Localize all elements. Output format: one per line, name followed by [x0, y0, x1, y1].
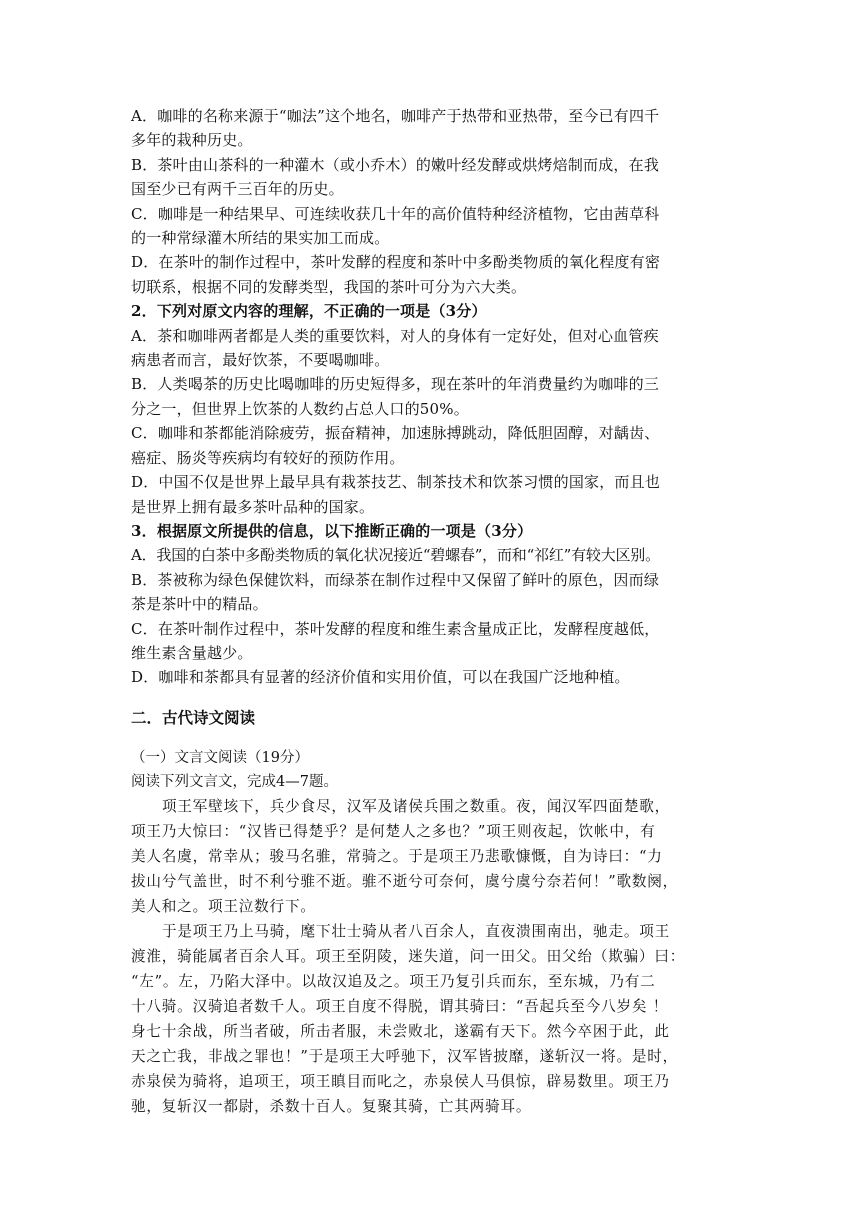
text-line: B．茶被称为绿色保健饮料，而绿茶在制作过程中又保留了鲜叶的原色，因而绿: [131, 570, 660, 589]
section-2-subtitle: （一）文言文阅读（19分）: [131, 749, 309, 766]
q3-option-a: [131, 543, 735, 567]
text-line: 赤泉侯为骑将，追项王，项王瞋目而叱之，赤泉侯人马俱惊，辟易数里。项王乃: [131, 1072, 670, 1090]
passage-paragraph-2: [131, 919, 735, 1119]
text-line: D．在茶叶的制作过程中，茶叶发酵的程度和茶叶中多酚类物质的氧化程度有密: [131, 253, 661, 272]
text-line: 项王军壁垓下，兵少食尽，汉军及诸侯兵围之数重。夜，闻汉军四面楚歌，: [162, 797, 670, 815]
text-line: 维生素含量越少。: [131, 643, 253, 662]
section-2: [131, 706, 735, 794]
text-line: 拔山兮气盖世，时不利兮骓不逝。骓不逝兮可奈何，虞兮虞兮奈若何！”歌数阕，: [131, 872, 679, 890]
q2-option-b: [131, 372, 735, 421]
question-3-title: 3．根据原文所提供的信息，以下推断正确的一项是（3分）: [131, 521, 533, 540]
text-line: 十八骑。汉骑追者数千人。项王自度不得脱，谓其骑曰：“吾起兵至今八岁矣 ！: [131, 997, 669, 1015]
text-line: 国至少已有两千三百年的历史。: [131, 180, 344, 199]
q1-option-a: [131, 104, 735, 153]
q1-option-c: [131, 202, 735, 251]
text-line: A．咖啡的名称来源于“咖法”这个地名，咖啡产于热带和亚热带，至今已有四千: [131, 107, 660, 125]
section-2-instruction: 阅读下列文言文，完成4—7题。: [131, 773, 338, 790]
passage-paragraph-1: [131, 794, 735, 919]
text-line: 是世界上拥有最多茶叶品种的国家。: [131, 497, 375, 516]
question-1-options: [131, 104, 735, 299]
q3-option-d: [131, 665, 735, 689]
text-line: C．在茶叶制作过程中，茶叶发酵的程度和维生素含量成正比，发酵程度越低，: [131, 619, 660, 638]
text-line: 多年的栽种历史。: [131, 131, 253, 150]
q1-option-d: [131, 250, 735, 299]
text-line: “左”。左，乃陷大泽中。以故汉追及之。项王乃复引兵而东，至东城，乃有二: [131, 972, 656, 990]
text-line: B．人类喝茶的历史比喝咖啡的历史短得多，现在茶叶的年消费量约为咖啡的三: [131, 375, 660, 394]
question-2-title: 2．下列对原文内容的理解，不正确的一项是（3分）: [131, 302, 487, 321]
q3-option-c: [131, 617, 735, 666]
question-3: [131, 519, 735, 690]
text-line: 天之亡我，非战之罪也！”于是项王大呼驰下，汉军皆披靡，遂斩汉一将。是时，: [131, 1047, 679, 1065]
text-line: 身七十余战，所当者破，所击者服，未尝败北，遂霸有天下。然今卒困于此，此: [131, 1022, 670, 1040]
q2-option-a: [131, 324, 735, 373]
text-line: 茶是茶叶中的精品。: [131, 595, 268, 614]
text-line: D．咖啡和茶都具有显著的经济价值和实用价值，可以在我国广泛地种植。: [131, 668, 630, 687]
text-line: A．我国的白茶中多酚类物质的氧化状况接近“碧螺春”，而和“祁红”有较大区别。: [131, 546, 660, 565]
q3-option-b: [131, 568, 735, 617]
text-line: 项王乃大惊曰：“汉皆已得楚乎？是何楚人之多也？”项王则夜起，饮帐中，有: [131, 822, 656, 840]
q1-option-b: [131, 153, 735, 202]
exam-page: [131, 104, 735, 1119]
text-line: 病患者而言，最好饮茶，不要喝咖啡。: [131, 351, 390, 370]
classical-passage: [131, 794, 735, 1119]
text-line: D．中国不仅是世界上最早具有栽茶技艺、制茶技术和饮茶习惯的国家，而且也: [131, 473, 661, 492]
text-line: 驰，复斩汉一都尉，杀数十百人。复聚其骑，亡其两骑耳。: [131, 1097, 532, 1115]
text-line: 渡淮，骑能属者百余人耳。项王至阴陵，迷失道，问一田父。田父绐（欺骗）曰：: [131, 947, 686, 965]
section-2-title: 二．古代诗文阅读: [131, 707, 256, 727]
text-line: 的一种常绿灌木所结的果实加工而成。: [131, 229, 390, 248]
text-line: 癌症、肠炎等疾病均有较好的预防作用。: [131, 448, 405, 467]
question-2: [131, 299, 735, 519]
text-line: C．咖啡和茶都能消除疲劳，振奋精神，加速脉搏跳动，降低胆固醇，对龋齿、: [131, 424, 660, 443]
text-line: 美人名虞，常幸从；骏马名骓，常骑之。于是项王乃悲歌慷慨，自为诗曰：“力: [131, 847, 663, 865]
q2-option-c: [131, 421, 735, 470]
text-line: A．茶和咖啡两者都是人类的重要饮料，对人的身体有一定好处，但对心血管疾: [131, 326, 659, 345]
text-line: B．茶叶由山茶科的一种灌木（或小乔木）的嫩叶经发酵或烘烤焙制而成，在我: [131, 155, 660, 174]
text-line: 于是项王乃上马骑，麾下壮士骑从者八百余人，直夜溃围南出，驰走。项王: [162, 922, 670, 940]
text-line: 美人和之。项王泣数行下。: [131, 897, 316, 915]
text-line: C．咖啡是一种结果早、可连续收获几十年的高价值特种经济植物，它由茜草科: [131, 204, 660, 223]
q2-option-d: [131, 470, 735, 519]
text-line: 切联系，根据不同的发酵类型，我国的茶叶可分为六大类。: [131, 277, 527, 296]
text-line: 分之一，但世界上饮茶的人数约占总人口的50%。: [131, 399, 469, 418]
